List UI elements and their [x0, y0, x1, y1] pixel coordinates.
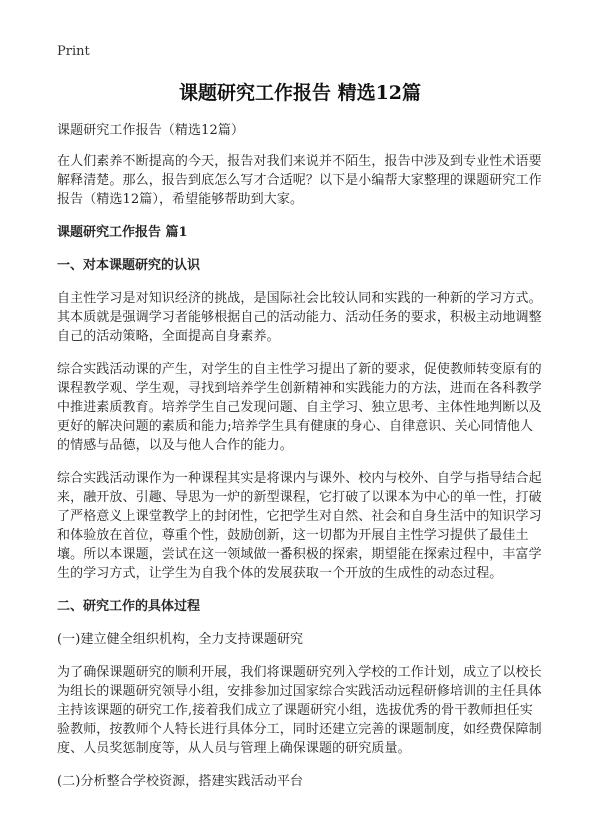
section-heading: 课题研究工作报告 篇1: [57, 225, 188, 240]
paragraph-1: 自主性学习是对知识经济的挑战，是国际社会比较认同和实践的一种新的学习方式。其本质就是强调学习者能够根据自己的活动能力、活动任务的要求，积极主动地调整自己的活动策略，全面提高自身素养。: [57, 291, 542, 344]
paragraph-2: 综合实践活动课的产生，对学生的自主性学习提出了新的要求，促使教师转变原有的课程教学观、学生观，寻找到培养学生创新精神和实践能力的方法，进而在各科教学中推进素质教育。培养学生自己发现问题、自主学习、独立思考、主体性地判断以及更好的解决问题的素质和能力;培养学生具有健康的身心、自律意识、关心同情他人的情感与品德，以及与他人合作的能力。: [57, 362, 542, 453]
print-link[interactable]: Print: [57, 44, 90, 59]
paragraph-4: 为了确保课题研究的顺利开展，我们将课题研究列入学校的工作计划，成立了以校长为组长的课题研究领导小组，安排参加过国家综合实践活动远程研修培训的主任具体主持该课题的研究工作,接着我们成立了课题研究小组，选拔优秀的骨干教师担任实验教师，按教师个人特长进行具体分工，同时还建立完善的课题制度，如经费保障制度、人员奖惩制度等，从人员与管理上确保课题的研究质量。: [57, 665, 542, 756]
subheading-1: (一)建立健全组织机构，全力支持课题研究: [57, 632, 304, 647]
paragraph-3: 综合实践活动课作为一种课程其实是将课内与课外、校内与校外、自学与指导结合起来，融开放、引趣、导思为一炉的新型课程，它打破了以课本为中心的单一性，打破了严格意义上课堂教学上的封闭性，它把学生对自然、社会和自身生活中的知识学习和体验放在首位，尊重个性，鼓励创新，这一切都为开展自主性学习提供了最佳土壤。所以本课题，尝试在这一领域做一番积极的探索，期望能在探索过程中，丰富学生的学习方式，让学生为自我个体的发展获取一个开放的生成性的动态过程。: [57, 471, 542, 581]
document-body: [57, 121, 545, 805]
heading-process: 二、研究工作的具体过程: [57, 599, 201, 614]
document-subtitle: 课题研究工作报告（精选12篇）: [57, 123, 245, 138]
subheading-2: (二)分析整合学校资源，搭建实践活动平台: [57, 774, 304, 789]
intro-paragraph: 在人们素养不断提高的今天，报告对我们来说并不陌生，报告中涉及到专业性术语要解释清楚。那么，报告到底怎么写才合适呢？以下是小编帮大家整理的课题研究工作报告（精选12篇），希望能够帮助到大家。: [57, 154, 542, 207]
page-title: 课题研究工作报告 精选12篇: [178, 82, 422, 104]
heading-understanding: 一、对本课题研究的认识: [57, 258, 201, 273]
